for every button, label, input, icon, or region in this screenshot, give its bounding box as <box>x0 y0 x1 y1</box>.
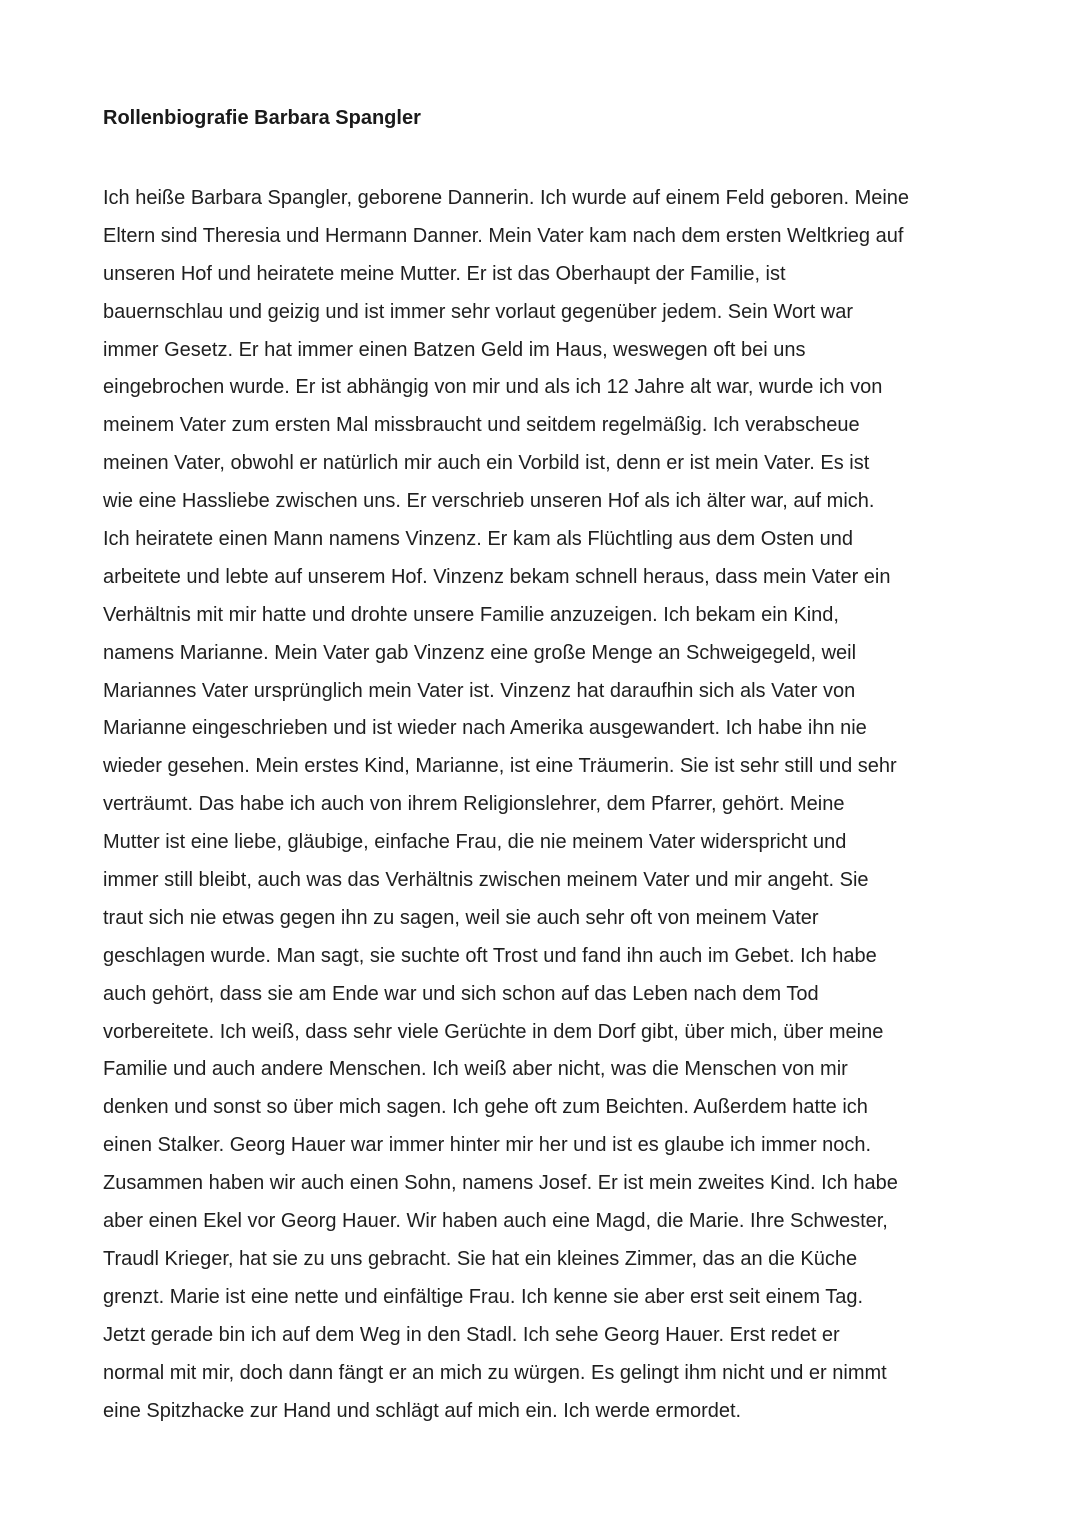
text-line: meinen Vater, obwohl er natürlich mir auch ein Vorbild ist, denn er ist mein Vater. Es ist <box>103 452 870 475</box>
text-line: Familie und auch andere Menschen. Ich weiß aber nicht, was die Menschen von mir <box>103 1058 848 1081</box>
body-text <box>103 180 909 1430</box>
text-line: normal mit mir, doch dann fängt er an mich zu würgen. Es gelingt ihm nicht und er nimmt <box>103 1361 887 1384</box>
text-line: Jetzt gerade bin ich auf dem Weg in den Stadl. Ich sehe Georg Hauer. Erst redet er <box>103 1323 840 1346</box>
text-line: Ich heiße Barbara Spangler, geborene Dannerin. Ich wurde auf einem Feld geboren. Meine <box>103 187 910 209</box>
text-line: Zusammen haben wir auch einen Sohn, namens Josef. Er ist mein zweites Kind. Ich habe <box>103 1172 898 1195</box>
text-line: Verhältnis mit mir hatte und drohte unsere Familie anzuzeigen. Ich bekam ein Kind, <box>103 603 839 626</box>
text-line: arbeitete und lebte auf unserem Hof. Vinzenz bekam schnell heraus, dass mein Vater ein <box>103 565 891 588</box>
text-line: grenzt. Marie ist eine nette und einfältige Frau. Ich kenne sie aber erst seit einem Tag. <box>103 1285 864 1308</box>
text-line: vorbereitete. Ich weiß, dass sehr viele Gerüchte in dem Dorf gibt, über mich, über meine <box>103 1020 884 1043</box>
text-line: auch gehört, dass sie am Ende war und sich schon auf das Leben nach dem Tod <box>103 982 819 1005</box>
text-line: Marianne eingeschrieben und ist wieder nach Amerika ausgewandert. Ich habe ihn nie <box>103 717 867 740</box>
text-line: Eltern sind Theresia und Hermann Danner. Mein Vater kam nach dem ersten Weltkrieg auf <box>103 224 904 247</box>
text-line: verträumt. Das habe ich auch von ihrem Religionslehrer, dem Pfarrer, gehört. Meine <box>103 793 845 816</box>
text-line: traut sich nie etwas gegen ihn zu sagen, weil sie auch sehr oft von meinem Vater <box>103 906 819 929</box>
text-line: denken und sonst so über mich sagen. Ich gehe oft zum Beichten. Außerdem hatte ich <box>103 1096 868 1119</box>
text-line: bauernschlau und geizig und ist immer sehr vorlaut gegenüber jedem. Sein Wort war <box>103 300 854 323</box>
text-line: einen Stalker. Georg Hauer war immer hinter mir her und ist es glaube ich immer noch. <box>103 1134 872 1157</box>
text-line: Mariannes Vater ursprünglich mein Vater ist. Vinzenz hat daraufhin sich als Vater von <box>103 679 856 702</box>
text-line: eine Spitzhacke zur Hand und schlägt auf mich ein. Ich werde ermordet. <box>103 1399 742 1422</box>
text-line: Traudl Krieger, hat sie zu uns gebracht. Sie hat ein kleines Zimmer, das an die Küche <box>103 1247 858 1270</box>
text-line: Mutter ist eine liebe, gläubige, einfache Frau, die nie meinem Vater widerspricht und <box>103 831 847 854</box>
text-line: namens Marianne. Mein Vater gab Vinzenz eine große Menge an Schweigegeld, weil <box>103 641 857 664</box>
text-line: immer Gesetz. Er hat immer einen Batzen Geld im Haus, weswegen oft bei uns <box>103 338 806 361</box>
text-line: unseren Hof und heiratete meine Mutter. Er ist das Oberhaupt der Familie, ist <box>103 262 786 285</box>
text-line: wieder gesehen. Mein erstes Kind, Marianne, ist eine Träumerin. Sie ist sehr still und sehr <box>103 755 897 778</box>
text-line: aber einen Ekel vor Georg Hauer. Wir haben auch eine Magd, die Marie. Ihre Schwester, <box>103 1210 888 1233</box>
text-line: Ich heiratete einen Mann namens Vinzenz. Er kam als Flüchtling aus dem Osten und <box>103 528 854 551</box>
text-line: wie eine Hassliebe zwischen uns. Er verschrieb unseren Hof als ich älter war, auf mich. <box>103 490 875 513</box>
text-line: immer still bleibt, auch was das Verhältnis zwischen meinem Vater und mir angeht. Sie <box>103 869 869 892</box>
text-line: meinem Vater zum ersten Mal missbraucht und seitdem regelmäßig. Ich verabscheue <box>103 414 860 437</box>
document-title: Rollenbiografie Barbara Spangler <box>103 107 421 129</box>
text-line: geschlagen wurde. Man sagt, sie suchte oft Trost und fand ihn auch im Gebet. Ich habe <box>103 944 877 967</box>
text-line: eingebrochen wurde. Er ist abhängig von mir und als ich 12 Jahre alt war, wurde ich von <box>103 376 883 399</box>
